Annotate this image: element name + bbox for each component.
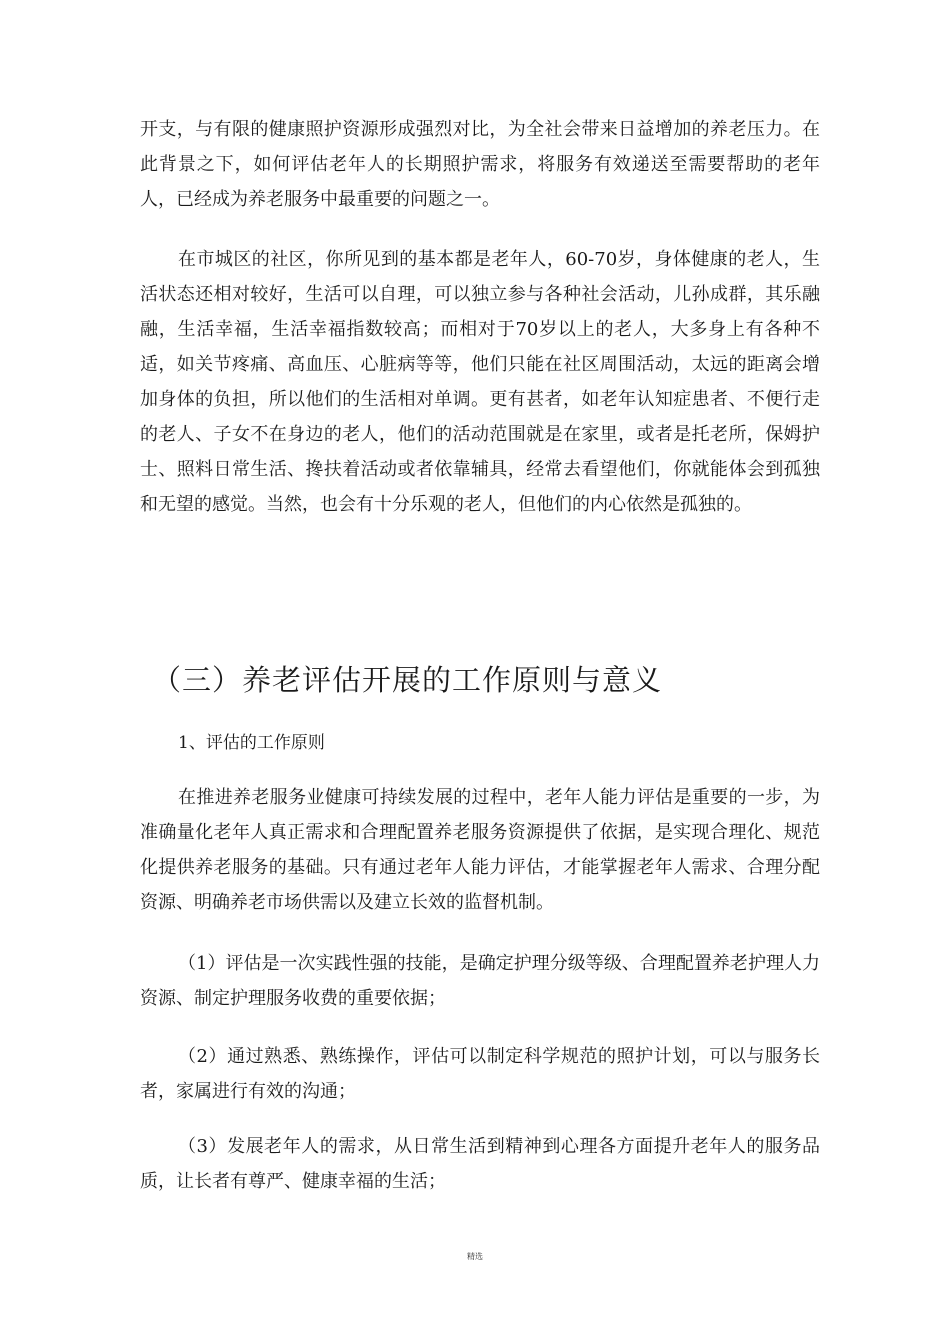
paragraph-assessment-importance: 在推进养老服务业健康可持续发展的过程中，老年人能力评估是重要的一步，为准确量化老年人真正需求和合理配置养老服务资源提供了依据，是实现合理化、规范化提供养老服务的基础。只有通过老年人能力评估，才能掌握老年人需求、合理分配资源、明确养老市场供需以及建立长效的监督机制。 (140, 787, 820, 913)
page-footer-mark: 精选 (467, 1252, 483, 1261)
paragraph-community-elderly: 在市城区的社区，你所见到的基本都是老年人，60-70岁，身体健康的老人，生活状态还相对较好，生活可以自理，可以独立参与各种社会活动，儿孙成群，其乐融融，生活幸福，生活幸福指数较高；而相对于70岁以上的老人，大多身上有各种不适，如关节疼痛、高血压、心脏病等等，他们只能在社区周围活动，太远的距离会增加身体的负担，所以他们的生活相对单调。更有甚者，如老年认知症患者、不便行走的老人、子女不在身边的老人，他们的活动范围就是在家里，或者是托老所，保姆护士、照料日常生活、搀扶着活动或者依靠辅具，经常去看望他们，你就能体会到孤独和无望的感觉。当然，也会有十分乐观的老人，但他们的内心依然是孤独的。 (140, 249, 820, 515)
paragraph-point-2: （2）通过熟悉、熟练操作，评估可以制定科学规范的照护计划，可以与服务长者，家属进行有效的沟通； (140, 1046, 820, 1102)
section-heading: （三）养老评估开展的工作原则与意义 (152, 663, 663, 697)
subsection-heading: 1、评估的工作原则 (178, 733, 325, 753)
paragraph-care-pressure: 开支，与有限的健康照护资源形成强烈对比，为全社会带来日益增加的养老压力。在此背景之下，如何评估老年人的长期照护需求，将服务有效递送至需要帮助的老年人，已经成为养老服务中最重要的问题之一。 (140, 119, 820, 210)
paragraph-point-3: （3）发展老年人的需求，从日常生活到精神到心理各方面提升老年人的服务品质，让长者有尊严、健康幸福的生活； (140, 1136, 820, 1192)
paragraph-point-1: （1）评估是一次实践性强的技能，是确定护理分级等级、合理配置养老护理人力资源、制定护理服务收费的重要依据； (140, 953, 820, 1009)
